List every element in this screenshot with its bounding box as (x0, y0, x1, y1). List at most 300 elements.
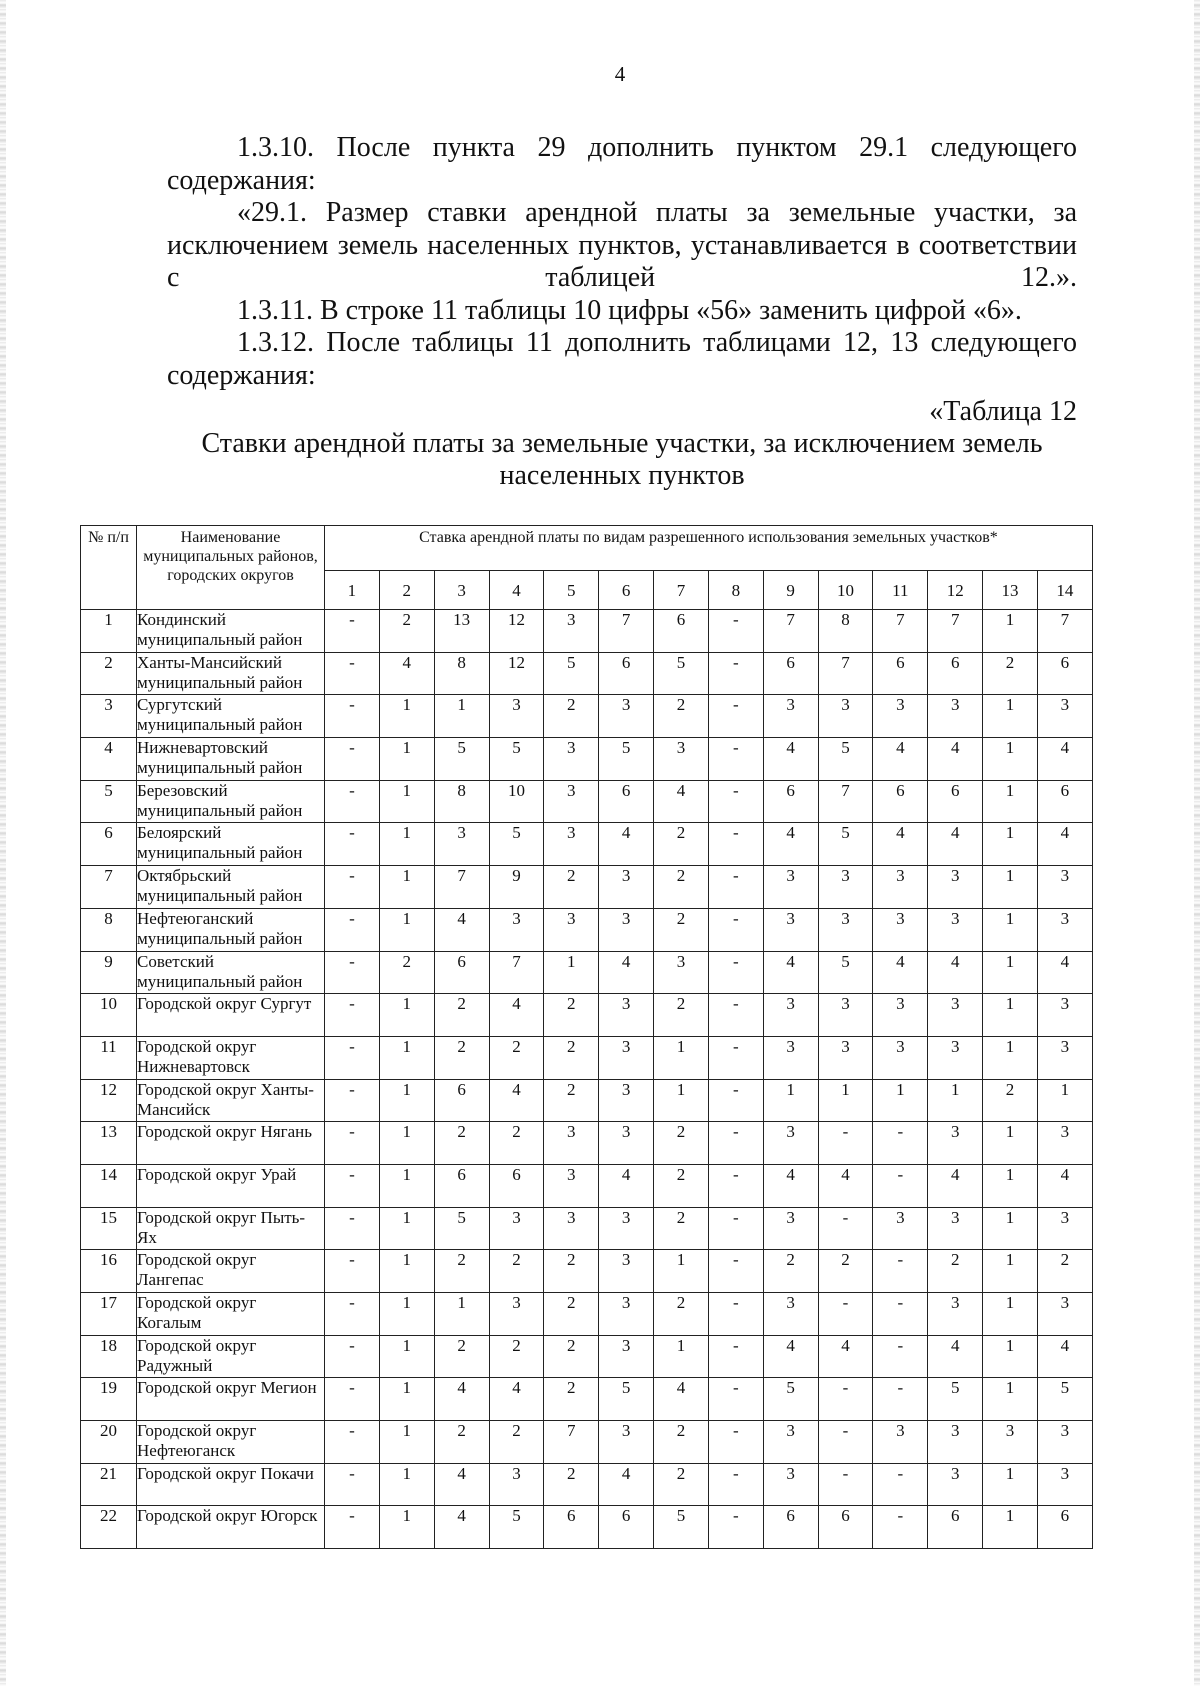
rate-cell: 2 (489, 1122, 544, 1165)
rate-cell: 4 (1037, 951, 1092, 994)
rate-cell: 7 (1037, 610, 1092, 653)
rate-cell: 3 (763, 1036, 818, 1079)
table-row (81, 1164, 1093, 1207)
rate-cell: 1 (379, 994, 434, 1037)
table-row (81, 1506, 1093, 1549)
rate-cell: - (873, 1378, 928, 1421)
rate-cell: 3 (1037, 1122, 1092, 1165)
row-number: 15 (81, 1207, 137, 1250)
rate-cell: 4 (928, 1164, 983, 1207)
column-number-header: 9 (763, 571, 818, 610)
municipality-name: Белоярский муниципальный район (137, 823, 325, 866)
rate-cell: 6 (928, 780, 983, 823)
rate-cell: 4 (434, 908, 489, 951)
rate-cell: 6 (434, 1164, 489, 1207)
rate-cell: - (708, 738, 763, 781)
row-number: 11 (81, 1036, 137, 1079)
rate-cell: 4 (434, 1463, 489, 1506)
rate-cell: 1 (983, 1506, 1038, 1549)
row-number: 7 (81, 866, 137, 909)
rate-cell: 4 (434, 1506, 489, 1549)
rate-cell: 1 (379, 1378, 434, 1421)
rate-cell: - (325, 823, 380, 866)
municipality-name: Городской округ Ханты-Мансийск (137, 1079, 325, 1122)
header-name: Наименование муниципальных районов, городских округов (137, 526, 325, 610)
rate-cell: 3 (654, 738, 709, 781)
table-caption (167, 396, 1077, 492)
rate-cell: 2 (489, 1335, 544, 1378)
row-number: 10 (81, 994, 137, 1037)
row-number: 16 (81, 1250, 137, 1293)
rate-cell: 2 (489, 1036, 544, 1079)
row-number: 4 (81, 738, 137, 781)
rate-cell: 3 (599, 695, 654, 738)
rate-cell: - (708, 908, 763, 951)
row-number: 14 (81, 1164, 137, 1207)
rate-cell: 5 (599, 1378, 654, 1421)
rate-cell: 4 (489, 1079, 544, 1122)
rate-cell: 4 (599, 1463, 654, 1506)
rate-cell: - (325, 908, 380, 951)
rate-cell: 3 (599, 866, 654, 909)
rate-cell: 1 (983, 1293, 1038, 1336)
rate-cell: 9 (489, 866, 544, 909)
column-number-header: 6 (599, 571, 654, 610)
rate-cell: 2 (379, 951, 434, 994)
rate-cell: - (325, 1378, 380, 1421)
rate-cell: 3 (873, 866, 928, 909)
rate-cell: 3 (928, 1036, 983, 1079)
rate-cell: 2 (928, 1250, 983, 1293)
rate-cell: 4 (928, 1335, 983, 1378)
rate-cell: 1 (379, 1079, 434, 1122)
rate-cell: 5 (489, 1506, 544, 1549)
paragraph-1-3-12: 1.3.12. После таблицы 11 дополнить таблицами 12, 13 следующего содержания: (167, 327, 1077, 391)
rate-cell: - (325, 951, 380, 994)
rate-cell: - (708, 1463, 763, 1506)
rate-cell: 3 (928, 1463, 983, 1506)
scan-edge-left (0, 0, 6, 1686)
table-row (81, 1036, 1093, 1079)
table-row (81, 908, 1093, 951)
rate-cell: 3 (763, 1207, 818, 1250)
rate-cell: 3 (544, 823, 599, 866)
rate-cell: 1 (379, 1293, 434, 1336)
paragraph-29-1: «29.1. Размер ставки арендной платы за земельные участки, за исключением земель населенных пунктов, устанавливается в соответствии с таблицей 12.». (167, 197, 1077, 293)
rate-cell: 3 (928, 1293, 983, 1336)
rate-cell: 6 (434, 1079, 489, 1122)
row-number: 5 (81, 780, 137, 823)
municipality-name: Городской округ Покачи (137, 1463, 325, 1506)
rate-cell: 5 (818, 823, 873, 866)
rate-cell: 1 (434, 695, 489, 738)
rate-cell: 3 (599, 1293, 654, 1336)
rate-cell: 2 (654, 1122, 709, 1165)
rate-cell: 6 (434, 951, 489, 994)
rate-cell: - (708, 1293, 763, 1336)
rate-cell: 5 (928, 1378, 983, 1421)
rate-cell: 5 (818, 738, 873, 781)
rate-cell: 4 (1037, 738, 1092, 781)
municipality-name: Сургутский муниципальный район (137, 695, 325, 738)
rate-cell: 5 (818, 951, 873, 994)
rate-cell: 5 (654, 1506, 709, 1549)
rate-cell: 1 (983, 866, 1038, 909)
column-number-header: 11 (873, 571, 928, 610)
rate-cell: - (708, 1164, 763, 1207)
rate-cell: 6 (544, 1506, 599, 1549)
rate-cell: 4 (818, 1164, 873, 1207)
rate-cell: 2 (544, 1378, 599, 1421)
rate-cell: - (708, 866, 763, 909)
rate-cell: 3 (818, 1036, 873, 1079)
rate-cell: 5 (654, 652, 709, 695)
rate-cell: 3 (1037, 908, 1092, 951)
rate-cell: 6 (763, 652, 818, 695)
rate-cell: 8 (818, 610, 873, 653)
rate-cell: - (325, 1293, 380, 1336)
rates-table-body (81, 610, 1093, 1549)
rate-cell: - (708, 994, 763, 1037)
rate-cell: 1 (983, 738, 1038, 781)
rate-cell: 1 (544, 951, 599, 994)
column-number-header: 14 (1037, 571, 1092, 610)
rate-cell: 2 (654, 908, 709, 951)
rate-cell: 3 (1037, 1463, 1092, 1506)
rate-cell: - (325, 1164, 380, 1207)
rate-cell: 2 (983, 652, 1038, 695)
rate-cell: 4 (654, 1378, 709, 1421)
rate-cell: 4 (928, 951, 983, 994)
rate-cell: 4 (763, 1335, 818, 1378)
rate-cell: 1 (873, 1079, 928, 1122)
rate-cell: 4 (599, 1164, 654, 1207)
table-row (81, 823, 1093, 866)
rate-cell: 1 (379, 1335, 434, 1378)
scan-edge-right (1194, 0, 1200, 1686)
rate-cell: 1 (818, 1079, 873, 1122)
rate-cell: 3 (599, 1335, 654, 1378)
rate-cell: 2 (654, 866, 709, 909)
rate-cell: - (325, 695, 380, 738)
table-title: Ставки арендной платы за земельные участки, за исключением земель населенных пунктов (201, 428, 1043, 491)
rate-cell: 1 (1037, 1079, 1092, 1122)
rate-cell: 1 (379, 1036, 434, 1079)
row-number: 21 (81, 1463, 137, 1506)
rate-cell: 6 (763, 780, 818, 823)
rate-cell: 2 (654, 1164, 709, 1207)
rate-cell: - (708, 695, 763, 738)
rate-cell: 1 (983, 610, 1038, 653)
rate-cell: 1 (654, 1335, 709, 1378)
municipality-name: Городской округ Югорск (137, 1506, 325, 1549)
rate-cell: 1 (379, 908, 434, 951)
rate-cell: 3 (489, 908, 544, 951)
rate-cell: 3 (873, 1207, 928, 1250)
rate-cell: 2 (654, 1293, 709, 1336)
rate-cell: 3 (763, 866, 818, 909)
table-row (81, 695, 1093, 738)
rate-cell: 6 (599, 780, 654, 823)
paragraph-1-3-11: 1.3.11. В строке 11 таблицы 10 цифры «56» заменить цифрой «6». (237, 294, 1022, 326)
municipality-name: Городской округ Нягань (137, 1122, 325, 1165)
rate-cell: 6 (599, 652, 654, 695)
rate-cell: 1 (379, 1250, 434, 1293)
rate-cell: 2 (544, 695, 599, 738)
column-number-header: 1 (325, 571, 380, 610)
rate-cell: 3 (544, 738, 599, 781)
rate-cell: 4 (599, 823, 654, 866)
rate-cell: - (325, 1250, 380, 1293)
rate-cell: 7 (763, 610, 818, 653)
table-row (81, 1250, 1093, 1293)
rate-cell: 3 (544, 610, 599, 653)
rate-cell: - (325, 738, 380, 781)
column-number-header: 4 (489, 571, 544, 610)
rate-cell: 3 (928, 1421, 983, 1464)
rate-cell: 1 (379, 866, 434, 909)
column-number-header: 13 (983, 571, 1038, 610)
rate-cell: 3 (928, 1207, 983, 1250)
municipality-name: Нефтеюганский муниципальный район (137, 908, 325, 951)
rate-cell: 6 (654, 610, 709, 653)
rate-cell: 3 (1037, 695, 1092, 738)
rate-cell: 4 (654, 780, 709, 823)
rate-cell: 3 (1037, 1207, 1092, 1250)
rate-cell: 3 (873, 1421, 928, 1464)
rate-cell: 6 (1037, 780, 1092, 823)
rate-cell: 6 (873, 780, 928, 823)
rate-cell: 1 (983, 780, 1038, 823)
rate-cell: - (325, 780, 380, 823)
rate-cell: - (818, 1122, 873, 1165)
rate-cell: 2 (434, 1250, 489, 1293)
rate-cell: - (325, 1506, 380, 1549)
rate-cell: 4 (763, 738, 818, 781)
rate-cell: 1 (983, 1207, 1038, 1250)
rate-cell: 2 (544, 1463, 599, 1506)
rate-cell: 3 (763, 994, 818, 1037)
rate-cell: 1 (379, 1506, 434, 1549)
rate-cell: 1 (654, 1079, 709, 1122)
row-number: 17 (81, 1293, 137, 1336)
rate-cell: 5 (1037, 1378, 1092, 1421)
rate-cell: - (325, 652, 380, 695)
rate-cell: 1 (763, 1079, 818, 1122)
header-rate-group: Ставка арендной платы по видам разрешенного использования земельных участков* (325, 526, 1093, 571)
rate-cell: 2 (434, 1122, 489, 1165)
rate-cell: 3 (489, 1463, 544, 1506)
municipality-name: Городской округ Нефтеюганск (137, 1421, 325, 1464)
rate-cell: 3 (599, 908, 654, 951)
rate-cell: 1 (379, 1463, 434, 1506)
header-number: № п/п (81, 526, 137, 610)
rate-cell: 3 (873, 695, 928, 738)
rate-cell: 1 (983, 1463, 1038, 1506)
rate-cell: 1 (654, 1036, 709, 1079)
rate-cell: 4 (873, 738, 928, 781)
rate-cell: 2 (654, 1421, 709, 1464)
rate-cell: 2 (544, 1293, 599, 1336)
rate-cell: - (708, 1122, 763, 1165)
rate-cell: 1 (379, 780, 434, 823)
rate-cell: 4 (434, 1378, 489, 1421)
rate-cell: 3 (763, 908, 818, 951)
rate-cell: 2 (983, 1079, 1038, 1122)
column-number-header: 5 (544, 571, 599, 610)
row-number: 2 (81, 652, 137, 695)
municipality-name: Березовский муниципальный район (137, 780, 325, 823)
rate-cell: - (873, 1250, 928, 1293)
rate-cell: 3 (928, 908, 983, 951)
row-number: 6 (81, 823, 137, 866)
row-number: 13 (81, 1122, 137, 1165)
rate-cell: 2 (379, 610, 434, 653)
rate-cell: 2 (434, 1421, 489, 1464)
rate-cell: 2 (434, 994, 489, 1037)
rate-cell: 3 (763, 1122, 818, 1165)
municipality-name: Городской округ Нижневартовск (137, 1036, 325, 1079)
rate-cell: 6 (928, 1506, 983, 1549)
rate-cell: 7 (818, 652, 873, 695)
municipality-name: Советский муниципальный район (137, 951, 325, 994)
table-row (81, 1122, 1093, 1165)
municipality-name: Кондинский муниципальный район (137, 610, 325, 653)
rate-cell: 8 (434, 652, 489, 695)
rate-cell: 12 (489, 652, 544, 695)
rate-cell: 5 (434, 1207, 489, 1250)
row-number: 9 (81, 951, 137, 994)
rate-cell: 7 (873, 610, 928, 653)
rate-cell: 4 (489, 1378, 544, 1421)
rate-cell: - (818, 1463, 873, 1506)
rate-cell: - (708, 1335, 763, 1378)
row-number: 8 (81, 908, 137, 951)
rate-cell: 1 (983, 1164, 1038, 1207)
rate-cell: 3 (1037, 1421, 1092, 1464)
rate-cell: 10 (489, 780, 544, 823)
rate-cell: 4 (763, 823, 818, 866)
table-label: «Таблица 12 (929, 396, 1077, 427)
rate-cell: 3 (763, 1421, 818, 1464)
row-number: 18 (81, 1335, 137, 1378)
rate-cell: 5 (599, 738, 654, 781)
rate-cell: - (708, 1079, 763, 1122)
rate-cell: 6 (489, 1164, 544, 1207)
rate-cell: - (818, 1293, 873, 1336)
rate-cell: - (708, 823, 763, 866)
rate-cell: 1 (379, 1122, 434, 1165)
rate-cell: - (325, 1463, 380, 1506)
rate-cell: 3 (599, 1207, 654, 1250)
rate-cell: 3 (1037, 1036, 1092, 1079)
rate-cell: 3 (873, 1036, 928, 1079)
rate-cell: 3 (489, 1293, 544, 1336)
rate-cell: 3 (928, 1122, 983, 1165)
table-row (81, 738, 1093, 781)
rate-cell: 1 (983, 1250, 1038, 1293)
rate-cell: 1 (983, 695, 1038, 738)
table-header-row (81, 526, 1093, 571)
rate-cell: 4 (928, 738, 983, 781)
table-row (81, 866, 1093, 909)
rate-cell: - (325, 1421, 380, 1464)
rate-cell: 2 (544, 1250, 599, 1293)
rate-cell: 3 (599, 1122, 654, 1165)
rate-cell: 1 (654, 1250, 709, 1293)
table-row (81, 1463, 1093, 1506)
rate-cell: 2 (544, 1335, 599, 1378)
rate-cell: 1 (379, 695, 434, 738)
rates-table (80, 525, 1093, 1549)
rate-cell: 3 (763, 695, 818, 738)
rate-cell: 2 (654, 1463, 709, 1506)
rate-cell: 4 (1037, 1164, 1092, 1207)
rate-cell: 2 (654, 1207, 709, 1250)
rate-cell: 3 (599, 1421, 654, 1464)
rate-cell: 7 (818, 780, 873, 823)
table-row (81, 1207, 1093, 1250)
rate-cell: 3 (544, 780, 599, 823)
municipality-name: Городской округ Пыть-Ях (137, 1207, 325, 1250)
rate-cell: 2 (1037, 1250, 1092, 1293)
rate-cell: 5 (544, 652, 599, 695)
municipality-name: Городской округ Когалым (137, 1293, 325, 1336)
rate-cell: 7 (599, 610, 654, 653)
municipality-name: Октябрьский муниципальный район (137, 866, 325, 909)
column-number-header: 2 (379, 571, 434, 610)
rate-cell: 3 (1037, 1293, 1092, 1336)
rate-cell: 2 (544, 866, 599, 909)
rate-cell: 1 (379, 1207, 434, 1250)
rate-cell: - (708, 1421, 763, 1464)
rate-cell: 3 (818, 695, 873, 738)
rate-cell: 1 (379, 823, 434, 866)
rate-cell: 4 (763, 1164, 818, 1207)
rate-cell: 4 (928, 823, 983, 866)
column-number-header: 10 (818, 571, 873, 610)
rate-cell: 1 (928, 1079, 983, 1122)
rate-cell: 2 (654, 823, 709, 866)
rate-cell: 3 (818, 866, 873, 909)
rate-cell: 1 (379, 1164, 434, 1207)
rate-cell: 13 (434, 610, 489, 653)
municipality-name: Нижневартовский муниципальный район (137, 738, 325, 781)
rate-cell: 2 (544, 1079, 599, 1122)
rate-cell: 3 (763, 1293, 818, 1336)
rate-cell: 2 (434, 1335, 489, 1378)
rate-cell: 3 (489, 695, 544, 738)
page-number: 4 (614, 62, 626, 86)
rate-cell: 4 (763, 951, 818, 994)
rate-cell: 2 (763, 1250, 818, 1293)
table-row (81, 610, 1093, 653)
rate-cell: 3 (873, 994, 928, 1037)
column-number-header: 3 (434, 571, 489, 610)
rate-cell: 2 (544, 994, 599, 1037)
rate-cell: - (873, 1335, 928, 1378)
row-number: 1 (81, 610, 137, 653)
rate-cell: 4 (873, 823, 928, 866)
rate-cell: 1 (983, 823, 1038, 866)
rate-cell: 3 (599, 994, 654, 1037)
rate-cell: 8 (434, 780, 489, 823)
rate-cell: - (873, 1122, 928, 1165)
rate-cell: 3 (928, 695, 983, 738)
rate-cell: 2 (818, 1250, 873, 1293)
table-row (81, 1378, 1093, 1421)
row-number: 22 (81, 1506, 137, 1549)
